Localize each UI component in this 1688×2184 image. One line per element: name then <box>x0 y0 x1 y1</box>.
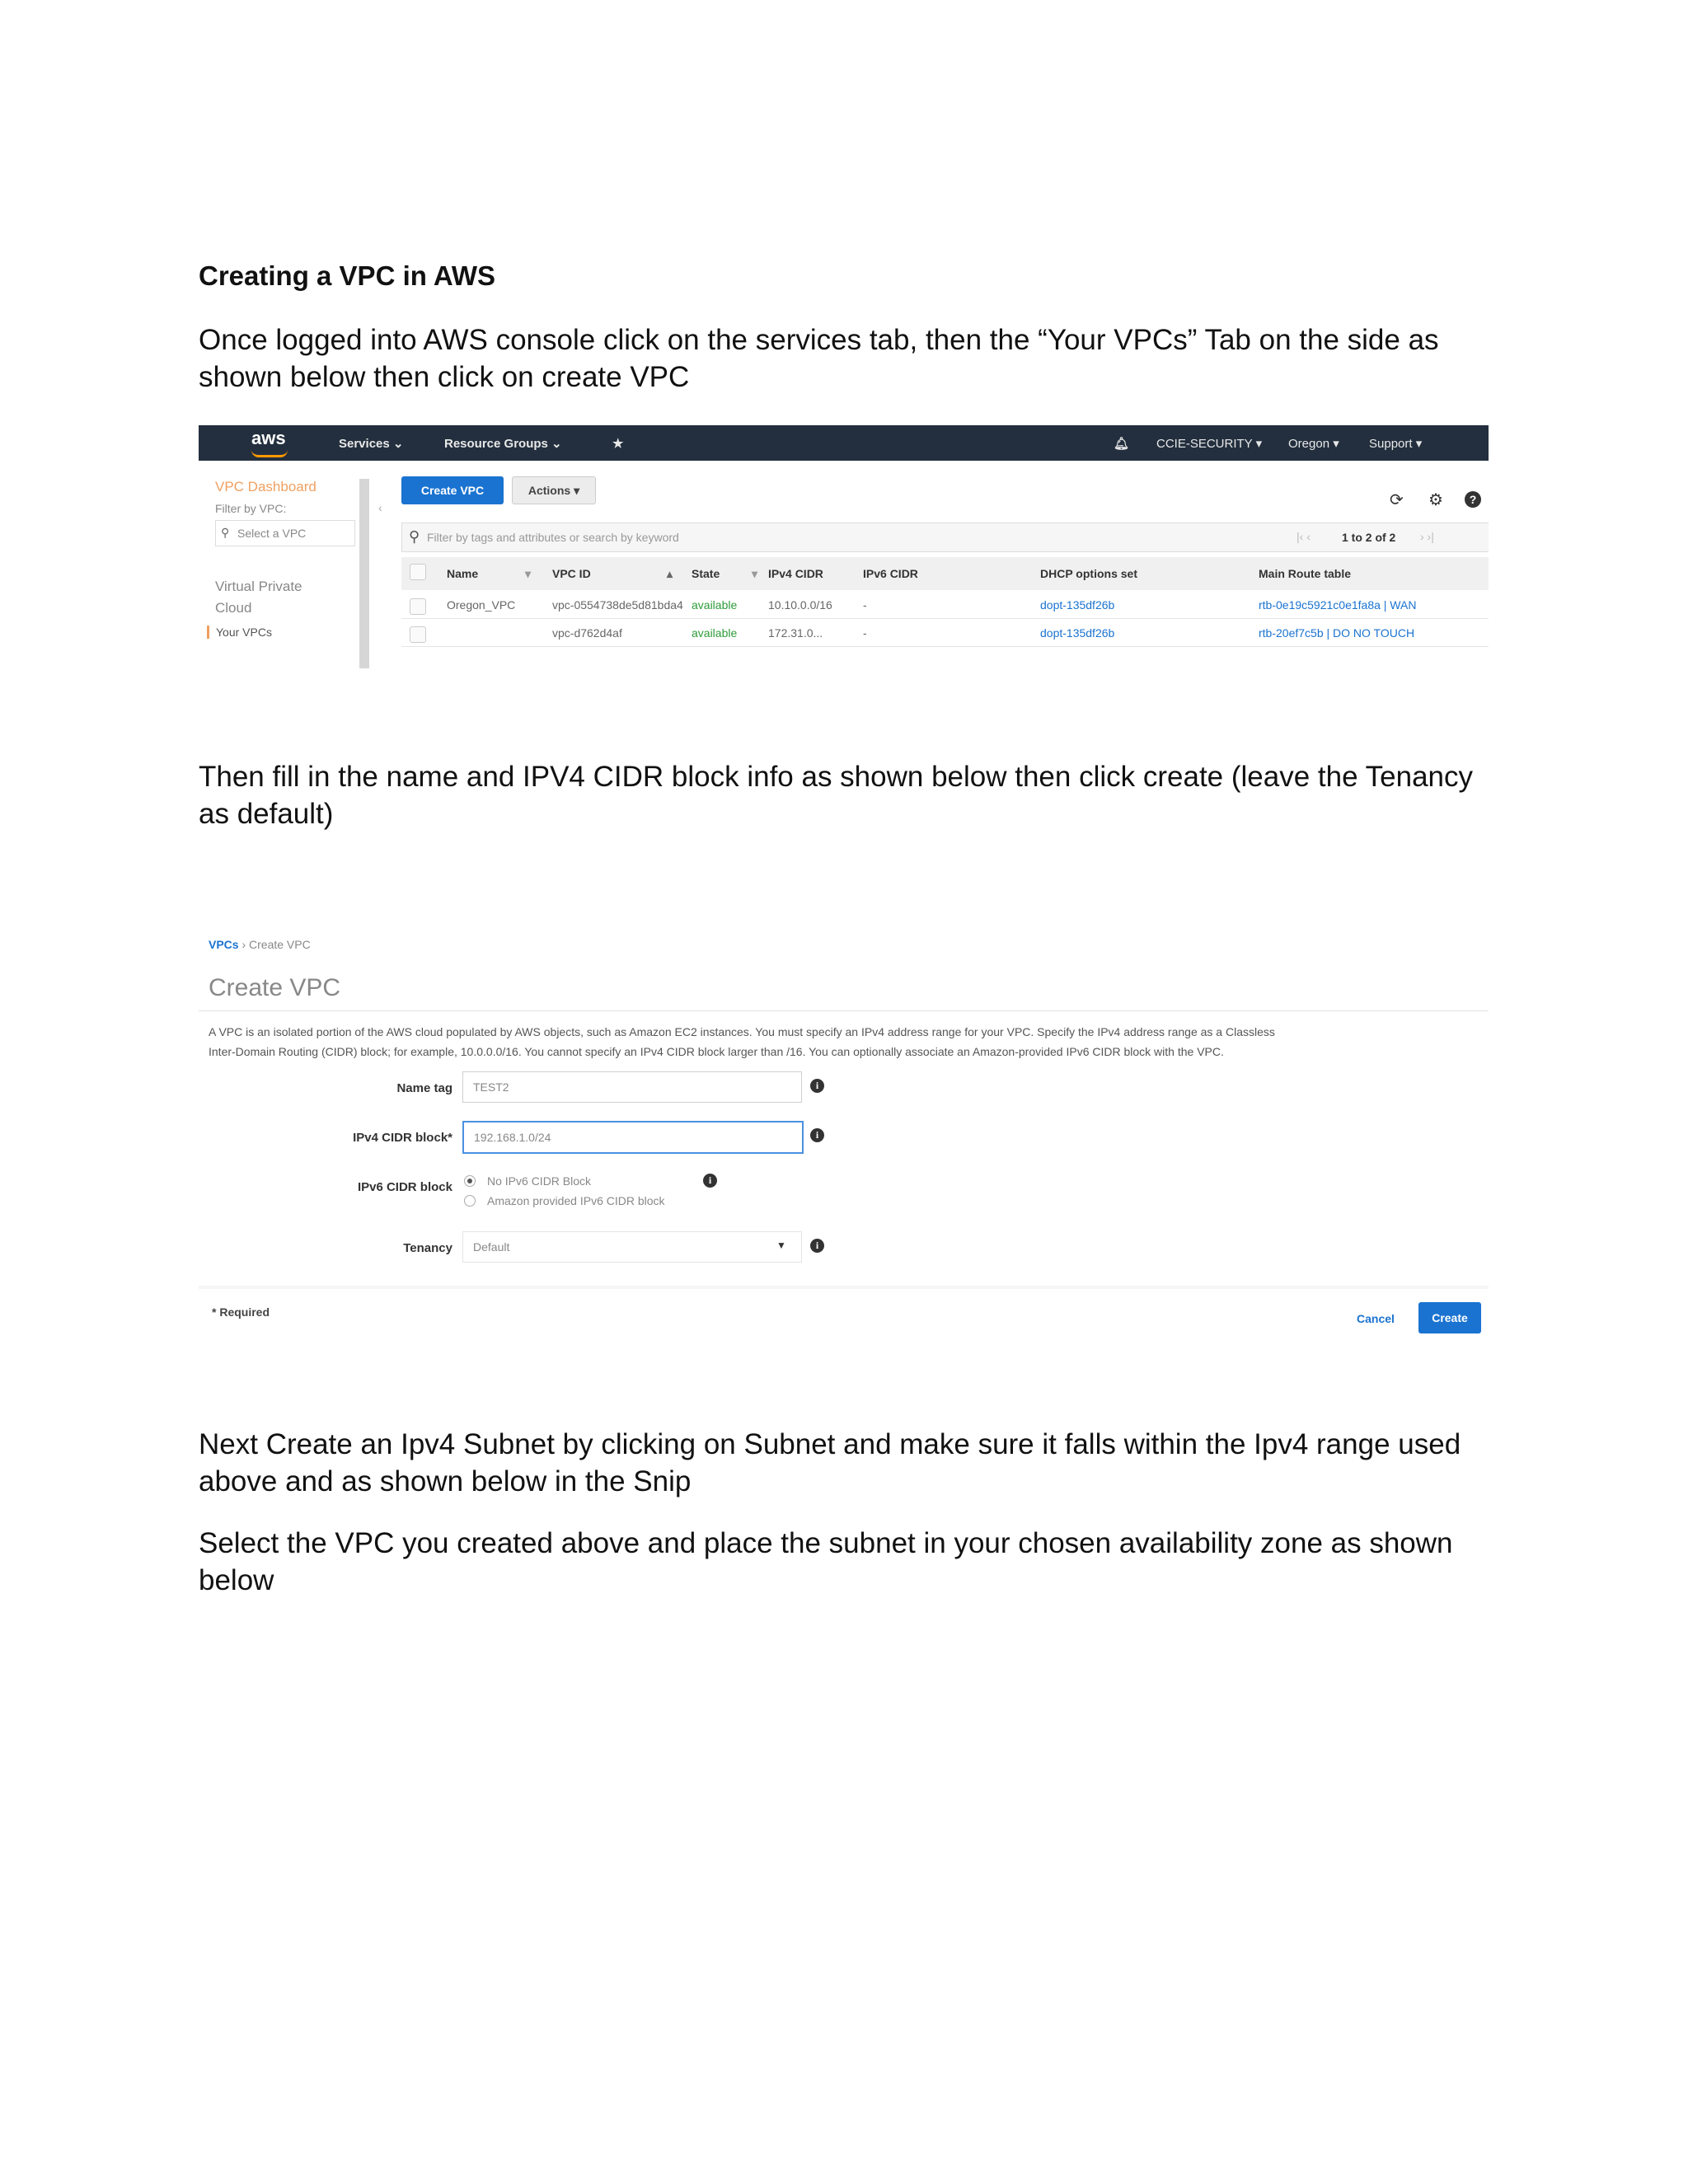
ipv6-amazon-radio[interactable] <box>464 1195 476 1207</box>
info-icon[interactable]: i <box>810 1239 824 1253</box>
paragraph: Once logged into AWS console click on the services tab, then the “Your VPCs” Tab on the side as shown below then click on create VPC <box>199 324 1439 393</box>
sidebar-scrollbar[interactable] <box>359 479 369 668</box>
ipv4-cidr-label: IPv4 CIDR block* <box>353 1131 452 1145</box>
ipv4-cidr-input[interactable]: 192.168.1.0/24 <box>462 1121 804 1154</box>
pin-icon[interactable]: ★ <box>612 437 624 451</box>
sidebar-item-dashboard[interactable]: VPC Dashboard <box>215 479 316 494</box>
info-icon[interactable]: i <box>810 1128 824 1142</box>
required-note: * Required <box>212 1305 270 1319</box>
create-vpc-screenshot <box>199 923 1489 1352</box>
sort-icon[interactable]: ▾ <box>752 567 758 580</box>
ipv6-cidr-label: IPv6 CIDR block <box>357 1180 452 1194</box>
search-icon: ⚲ <box>409 528 420 545</box>
info-icon[interactable]: i <box>703 1174 717 1188</box>
form-description: Inter-Domain Routing (CIDR) block; for example, 10.0.0.0/16. You cannot specify an IPv4 CIDR block larger than /16. You can optionally associate an Amazon-provided IPv6 CIDR block with the VPC. <box>209 1045 1224 1058</box>
sort-icon[interactable]: ▴ <box>667 567 673 580</box>
row-checkbox[interactable] <box>410 626 426 643</box>
account-menu[interactable]: CCIE-SECURITY ▾ <box>1156 437 1263 451</box>
column-header[interactable]: Main Route table <box>1259 567 1352 580</box>
pagination-text: 1 to 2 of 2 <box>1342 531 1396 544</box>
row-checkbox[interactable] <box>410 598 426 615</box>
sort-icon[interactable]: ▾ <box>525 567 532 580</box>
aws-logo[interactable]: aws <box>251 428 286 448</box>
paragraph: Then fill in the name and IPV4 CIDR block info as shown below then click create (leave the Tenancy as default) <box>199 761 1474 830</box>
form-description: A VPC is an isolated portion of the AWS cloud populated by AWS objects, such as Amazon EC2 instances. You must specify an IPv4 address range for your VPC. Specify the IPv4 address range as a Classless <box>209 1025 1275 1038</box>
vpc-select-input[interactable]: ⚲ Select a VPC <box>215 520 355 546</box>
paragraph: Select the VPC you created above and place the subnet in your chosen availability zone as shown below <box>199 1527 1453 1596</box>
name-tag-label: Name tag <box>396 1081 452 1095</box>
column-header[interactable]: IPv6 CIDR <box>863 567 918 580</box>
route-table-link[interactable]: rtb-20ef7c5b | DO NO TOUCH <box>1259 626 1415 640</box>
column-header[interactable]: IPv4 CIDR <box>768 567 823 580</box>
support-menu[interactable]: Support ▾ <box>1369 437 1423 451</box>
column-header[interactable]: DHCP options set <box>1040 567 1137 580</box>
cancel-button[interactable]: Cancel <box>1357 1312 1395 1325</box>
first-page-icon[interactable]: |‹ ‹ <box>1296 530 1311 543</box>
tenancy-label: Tenancy <box>403 1241 452 1255</box>
bell-icon[interactable]: 🔔︎ <box>1114 437 1130 451</box>
info-icon[interactable]: i <box>810 1079 824 1093</box>
select-all-checkbox[interactable] <box>410 564 426 580</box>
filter-label: Filter by VPC: <box>215 502 287 515</box>
next-page-icon[interactable]: › ›| <box>1420 530 1434 543</box>
tenancy-select[interactable]: Default ▼ <box>462 1231 802 1263</box>
sidebar <box>199 461 363 673</box>
gear-icon[interactable]: ⚙ <box>1428 491 1443 509</box>
breadcrumb: VPCs › Create VPC <box>209 938 311 951</box>
page-title: Creating a VPC in AWS <box>199 260 496 291</box>
refresh-icon[interactable]: ⟳ <box>1390 491 1404 509</box>
vpc-console-screenshot <box>199 425 1489 673</box>
aws-smile-icon <box>251 450 288 457</box>
search-icon: ⚲ <box>221 526 230 539</box>
status-badge: available <box>692 626 738 640</box>
vpc-table-header <box>401 557 1489 590</box>
ipv6-none-label: No IPv6 CIDR Block <box>487 1174 592 1188</box>
dhcp-link[interactable]: dopt-135df26b <box>1040 598 1115 612</box>
create-vpc-button[interactable]: Create VPC <box>401 476 504 504</box>
breadcrumb-vpcs-link[interactable]: VPCs <box>209 938 239 951</box>
column-header[interactable]: VPC ID <box>552 567 591 580</box>
form-title: Create VPC <box>209 974 341 1001</box>
column-header[interactable]: State <box>692 567 720 580</box>
create-button[interactable]: Create <box>1418 1302 1481 1333</box>
collapse-icon[interactable]: ‹ <box>378 501 382 514</box>
column-header[interactable]: Name <box>447 567 479 580</box>
ipv6-amazon-label: Amazon provided IPv6 CIDR block <box>487 1194 665 1207</box>
name-tag-input[interactable]: TEST2 <box>462 1071 802 1103</box>
resource-groups-menu[interactable]: Resource Groups ⌄ <box>444 437 562 451</box>
route-table-link[interactable]: rtb-0e19c5921c0e1fa8a | WAN <box>1259 598 1417 612</box>
paragraph: Next Create an Ipv4 Subnet by clicking on Subnet and make sure it falls within the Ipv4 range used above and as shown below in the Snip <box>199 1428 1461 1497</box>
status-badge: available <box>692 598 738 612</box>
dhcp-link[interactable]: dopt-135df26b <box>1040 626 1115 640</box>
sidebar-section-vpc: Virtual Private Cloud <box>215 579 302 616</box>
divider <box>199 1286 1489 1289</box>
filter-search-input[interactable]: ⚲ Filter by tags and attributes or search by keyword |‹ ‹ 1 to 2 of 2 › ›| <box>401 523 1489 552</box>
sidebar-item-your-vpcs[interactable]: Your VPCs <box>207 626 272 639</box>
divider <box>199 1010 1489 1011</box>
help-icon[interactable]: ? <box>1465 491 1481 508</box>
region-menu[interactable]: Oregon ▾ <box>1288 437 1339 451</box>
services-menu[interactable]: Services ⌄ <box>339 437 404 451</box>
actions-button[interactable]: Actions ▾ <box>512 476 596 504</box>
table-row[interactable]: vpc-d762d4af available 172.31.0... - dopt-135df26b rtb-20ef7c5b | DO NO TOUCH <box>401 620 1489 647</box>
table-row[interactable]: Oregon_VPC vpc-0554738de5d81bda4 available 10.10.0.0/16 - dopt-135df26b rtb-0e19c5921c0e1fa8a | WAN <box>401 592 1489 619</box>
ipv6-none-radio[interactable] <box>464 1175 476 1187</box>
aws-top-bar <box>199 425 1489 461</box>
chevron-down-icon: ▼ <box>776 1240 786 1251</box>
